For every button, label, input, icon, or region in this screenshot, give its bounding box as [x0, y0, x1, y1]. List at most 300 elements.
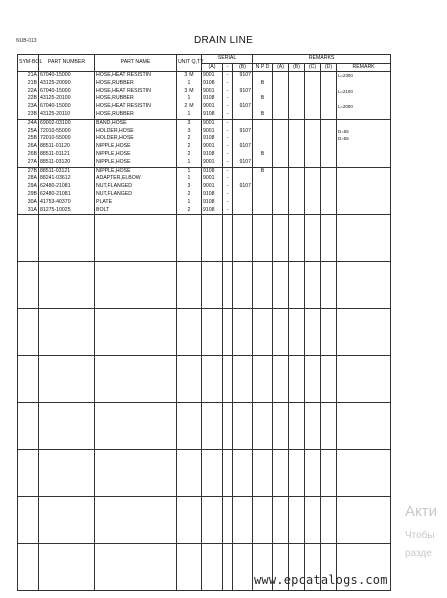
empty-cell — [18, 262, 39, 309]
remark-c-cell — [305, 151, 321, 159]
serial-dash-cell: - — [223, 103, 233, 111]
remark-cell — [337, 95, 391, 103]
serial-b-cell: 9107 — [233, 103, 253, 111]
remark-c-cell — [305, 72, 321, 80]
remark-a-cell — [273, 72, 289, 80]
empty-cell — [223, 215, 233, 262]
empty-cell — [321, 497, 337, 544]
blank-row-section — [18, 262, 391, 309]
empty-cell — [253, 309, 273, 356]
remark-a-cell — [273, 143, 289, 151]
part-name-cell: NIPPLE,HOSE — [95, 167, 177, 175]
unit-label: M — [189, 103, 194, 110]
remark-cell — [337, 119, 391, 127]
empty-cell — [233, 450, 253, 497]
empty-cell — [273, 403, 289, 450]
empty-cell — [289, 356, 305, 403]
empty-cell — [177, 215, 202, 262]
remark-a-cell — [273, 175, 289, 183]
npd-flag-cell — [253, 72, 273, 80]
empty-cell — [95, 215, 177, 262]
empty-cell — [253, 262, 273, 309]
parts-table-body — [18, 72, 391, 591]
part-number-cell: 43125-20110 — [39, 111, 95, 119]
remark-a-cell — [273, 88, 289, 96]
empty-cell — [273, 215, 289, 262]
empty-cell — [177, 450, 202, 497]
remark-b-cell — [289, 103, 305, 111]
document-code: NUB-013 — [16, 38, 37, 44]
empty-cell — [273, 262, 289, 309]
header-serial-dash: - — [223, 63, 233, 72]
remark-cell: L=2300 — [337, 72, 391, 80]
remark-cell — [337, 80, 391, 88]
empty-cell — [253, 403, 273, 450]
remark-b-cell — [289, 119, 305, 127]
symbol-cell: 26B — [18, 151, 39, 159]
remark-b-cell — [289, 207, 305, 215]
part-number-cell: 72010-55000 — [39, 135, 95, 143]
remark-b-cell — [289, 95, 305, 103]
empty-cell — [233, 215, 253, 262]
empty-cell — [337, 497, 391, 544]
remark-c-cell — [305, 111, 321, 119]
empty-cell — [337, 450, 391, 497]
serial-b-cell — [233, 175, 253, 183]
table-row — [18, 135, 391, 143]
quantity-cell: 3 M — [177, 72, 202, 80]
header-unit-qty: UNIT Q,TY — [177, 55, 202, 72]
empty-cell — [253, 497, 273, 544]
part-number-cell: 88511-01120 — [39, 143, 95, 151]
remark-d-cell — [321, 167, 337, 175]
empty-cell — [177, 262, 202, 309]
symbol-cell: 22B — [18, 95, 39, 103]
empty-cell — [289, 497, 305, 544]
symbol-cell: 26A — [18, 143, 39, 151]
empty-cell — [39, 450, 95, 497]
empty-cell — [39, 497, 95, 544]
remark-a-cell — [273, 183, 289, 191]
remark-d-cell — [321, 151, 337, 159]
remark-b-cell — [289, 159, 305, 167]
part-name-cell: HOSE,HEAT RESISTIN — [95, 103, 177, 111]
part-name-cell: NUT,FLANGED — [95, 191, 177, 199]
header-symbol: SYM-BOL — [18, 55, 39, 72]
remark-c-cell — [305, 80, 321, 88]
serial-a-cell: 9001 — [202, 175, 223, 183]
npd-flag-cell — [253, 119, 273, 127]
serial-a-cell: 9001 — [202, 159, 223, 167]
serial-dash-cell: - — [223, 151, 233, 159]
remark-c-cell — [305, 167, 321, 175]
empty-cell — [233, 497, 253, 544]
remark-b-cell — [289, 199, 305, 207]
quantity-cell: 2 — [177, 151, 202, 159]
part-number-cell: 43125-20100 — [39, 95, 95, 103]
remark-cell — [337, 111, 391, 119]
remark-d-cell — [321, 159, 337, 167]
empty-cell — [337, 309, 391, 356]
empty-cell — [223, 450, 233, 497]
empty-cell — [95, 497, 177, 544]
serial-a-cell: 9001 — [202, 72, 223, 80]
serial-dash-cell: - — [223, 159, 233, 167]
npd-flag-cell: B — [253, 111, 273, 119]
serial-dash-cell: - — [223, 95, 233, 103]
symbol-cell: 25B — [18, 135, 39, 143]
blank-row-section — [18, 497, 391, 544]
remark-b-cell — [289, 88, 305, 96]
remark-cell: L=2000 — [337, 103, 391, 111]
remark-b-cell — [289, 72, 305, 80]
part-name-cell: HOSE,RUBBER — [95, 80, 177, 88]
table-row — [18, 183, 391, 191]
table-row — [18, 103, 391, 111]
parts-table — [17, 54, 391, 591]
empty-cell — [321, 403, 337, 450]
serial-b-cell: 9107 — [233, 159, 253, 167]
header-serial-b: (B) — [233, 63, 253, 72]
empty-cell — [273, 497, 289, 544]
serial-a-cell: 9108 — [202, 151, 223, 159]
remark-b-cell — [289, 128, 305, 136]
serial-a-cell: 9108 — [202, 207, 223, 215]
empty-cell — [337, 215, 391, 262]
remark-cell: L=2100 — [337, 88, 391, 96]
empty-cell — [39, 544, 95, 591]
remark-a-cell — [273, 119, 289, 127]
empty-cell — [39, 215, 95, 262]
part-name-cell: BAND,HOSE — [95, 119, 177, 127]
serial-dash-cell: - — [223, 88, 233, 96]
empty-cell — [177, 356, 202, 403]
npd-flag-cell: B — [253, 167, 273, 175]
serial-a-cell: 9108 — [202, 95, 223, 103]
serial-b-cell — [233, 151, 253, 159]
remark-cell — [337, 151, 391, 159]
empty-cell — [95, 309, 177, 356]
remark-a-cell — [273, 191, 289, 199]
part-name-cell: HOSE,HEAT RESISTIN — [95, 88, 177, 96]
remark-a-cell — [273, 111, 289, 119]
empty-cell — [337, 403, 391, 450]
serial-dash-cell: - — [223, 128, 233, 136]
header-col-a: (A) — [273, 63, 289, 72]
empty-cell — [95, 262, 177, 309]
serial-b-cell: 9107 — [233, 183, 253, 191]
quantity-cell: 1 — [177, 95, 202, 103]
remark-d-cell — [321, 88, 337, 96]
symbol-cell: 23A — [18, 103, 39, 111]
empty-cell — [95, 356, 177, 403]
npd-flag-cell — [253, 191, 273, 199]
table-row — [18, 175, 391, 183]
remark-d-cell — [321, 135, 337, 143]
empty-cell — [233, 356, 253, 403]
serial-dash-cell: - — [223, 135, 233, 143]
npd-flag-cell — [253, 103, 273, 111]
remark-a-cell — [273, 199, 289, 207]
table-row — [18, 191, 391, 199]
quantity-cell: 1 — [177, 80, 202, 88]
header-col-c: (C) — [305, 63, 321, 72]
remark-a-cell — [273, 103, 289, 111]
quantity-cell: 2 — [177, 135, 202, 143]
remark-a-cell — [273, 128, 289, 136]
part-name-cell: ADAPTER,ELBOW — [95, 175, 177, 183]
quantity-cell: 2 — [177, 143, 202, 151]
empty-cell — [39, 262, 95, 309]
quantity-cell: 2 — [177, 207, 202, 215]
empty-cell — [321, 215, 337, 262]
part-name-cell: HOSE,HEAT RESISTIN — [95, 72, 177, 80]
npd-flag-cell — [253, 128, 273, 136]
symbol-cell: 25A — [18, 128, 39, 136]
empty-cell — [39, 403, 95, 450]
serial-b-cell: 9107 — [233, 143, 253, 151]
quantity-cell: 1 — [177, 199, 202, 207]
symbol-cell: 29A — [18, 183, 39, 191]
table-row — [18, 167, 391, 175]
part-number-cell: 67040-15000 — [39, 88, 95, 96]
part-number-cell: 67040-15000 — [39, 72, 95, 80]
table-row — [18, 128, 391, 136]
remark-cell: D=55 — [337, 135, 391, 143]
remark-cell — [337, 175, 391, 183]
remark-d-cell — [321, 183, 337, 191]
serial-a-cell: 9001 — [202, 103, 223, 111]
empty-cell — [202, 497, 223, 544]
table-row — [18, 199, 391, 207]
remark-c-cell — [305, 88, 321, 96]
header-part-number: PART NUMBER — [39, 55, 95, 72]
blank-row-section — [18, 309, 391, 356]
serial-a-cell: 9108 — [202, 80, 223, 88]
empty-cell — [305, 262, 321, 309]
empty-cell — [18, 450, 39, 497]
remark-c-cell — [305, 135, 321, 143]
header-col-d: (D) — [321, 63, 337, 72]
empty-cell — [202, 544, 223, 591]
empty-cell — [253, 356, 273, 403]
serial-dash-cell: - — [223, 183, 233, 191]
serial-b-cell: 9107 — [233, 88, 253, 96]
remark-c-cell — [305, 199, 321, 207]
remark-d-cell — [321, 80, 337, 88]
blank-row-section — [18, 403, 391, 450]
serial-a-cell: 9001 — [202, 128, 223, 136]
activation-watermark-title: Акти — [405, 503, 437, 520]
serial-dash-cell: - — [223, 207, 233, 215]
remark-b-cell — [289, 143, 305, 151]
serial-b-cell — [233, 119, 253, 127]
empty-cell — [202, 309, 223, 356]
table-row — [18, 207, 391, 215]
remark-d-cell — [321, 207, 337, 215]
part-name-cell: HOLDER,HOSE — [95, 135, 177, 143]
remark-b-cell — [289, 191, 305, 199]
remark-b-cell — [289, 175, 305, 183]
table-row — [18, 111, 391, 119]
serial-b-cell — [233, 167, 253, 175]
serial-a-cell: 9001 — [202, 183, 223, 191]
serial-a-cell: 9108 — [202, 199, 223, 207]
remark-d-cell — [321, 95, 337, 103]
empty-cell — [202, 403, 223, 450]
symbol-cell: 27A — [18, 159, 39, 167]
symbol-cell: 27B — [18, 167, 39, 175]
empty-cell — [202, 356, 223, 403]
serial-b-cell — [233, 111, 253, 119]
remark-b-cell — [289, 80, 305, 88]
part-number-cell: 88511-03121 — [39, 167, 95, 175]
part-name-cell: HOSE,RUBBER — [95, 95, 177, 103]
part-number-cell: 62480-21081 — [39, 191, 95, 199]
remark-c-cell — [305, 119, 321, 127]
part-number-cell: 69002-03100 — [39, 119, 95, 127]
activation-watermark-line: разде — [405, 548, 432, 559]
empty-cell — [337, 262, 391, 309]
empty-cell — [233, 544, 253, 591]
serial-b-cell — [233, 199, 253, 207]
symbol-cell: 31A — [18, 207, 39, 215]
part-name-cell: BOLT — [95, 207, 177, 215]
serial-a-cell: 9108 — [202, 167, 223, 175]
remark-d-cell — [321, 111, 337, 119]
empty-cell — [18, 215, 39, 262]
remark-b-cell — [289, 111, 305, 119]
symbol-cell: 23B — [18, 111, 39, 119]
empty-cell — [18, 403, 39, 450]
remark-b-cell — [289, 183, 305, 191]
symbol-cell: 29B — [18, 191, 39, 199]
empty-cell — [321, 309, 337, 356]
empty-cell — [223, 309, 233, 356]
npd-flag-cell — [253, 207, 273, 215]
empty-cell — [202, 215, 223, 262]
symbol-cell: 21A — [18, 72, 39, 80]
page-title: DRAIN LINE — [193, 35, 254, 46]
remark-c-cell — [305, 95, 321, 103]
unit-label: M — [189, 87, 194, 94]
serial-b-cell — [233, 207, 253, 215]
empty-cell — [95, 450, 177, 497]
npd-flag-cell — [253, 135, 273, 143]
remark-c-cell — [305, 143, 321, 151]
part-number-cell: 88241-03612 — [39, 175, 95, 183]
empty-cell — [202, 450, 223, 497]
npd-flag-cell: B — [253, 151, 273, 159]
remark-d-cell — [321, 175, 337, 183]
empty-cell — [305, 403, 321, 450]
remark-a-cell — [273, 151, 289, 159]
npd-flag-cell — [253, 143, 273, 151]
empty-cell — [177, 544, 202, 591]
serial-b-cell — [233, 80, 253, 88]
activation-watermark-line: Чтобы — [405, 530, 435, 541]
empty-cell — [233, 403, 253, 450]
serial-a-cell: 9108 — [202, 111, 223, 119]
serial-dash-cell: - — [223, 167, 233, 175]
site-url: www.epcatalogs.com — [254, 573, 388, 587]
serial-a-cell: 9001 — [202, 88, 223, 96]
serial-dash-cell: - — [223, 80, 233, 88]
serial-b-cell: 9107 — [233, 72, 253, 80]
part-name-cell: PLATE — [95, 199, 177, 207]
quantity-cell: 1 — [177, 167, 202, 175]
quantity-cell: 2 — [177, 191, 202, 199]
npd-flag-cell: B — [253, 95, 273, 103]
serial-b-cell — [233, 95, 253, 103]
remark-d-cell — [321, 119, 337, 127]
remark-b-cell — [289, 135, 305, 143]
part-name-cell: HOLDER,HOSE — [95, 128, 177, 136]
empty-cell — [223, 262, 233, 309]
empty-cell — [223, 403, 233, 450]
symbol-cell: 30A — [18, 199, 39, 207]
empty-cell — [289, 262, 305, 309]
header-serial: SERIAL — [202, 55, 253, 64]
empty-cell — [233, 262, 253, 309]
remark-c-cell — [305, 191, 321, 199]
empty-cell — [321, 262, 337, 309]
header-npd: N P D — [253, 63, 273, 72]
empty-cell — [95, 403, 177, 450]
part-name-cell: NIPPLE,HOSE — [95, 159, 177, 167]
table-row — [18, 80, 391, 88]
part-name-cell: NIPPLE,HOSE — [95, 151, 177, 159]
remark-c-cell — [305, 183, 321, 191]
remark-c-cell — [305, 103, 321, 111]
empty-cell — [305, 450, 321, 497]
table-row — [18, 159, 391, 167]
empty-cell — [305, 356, 321, 403]
part-number-cell: 67040-15000 — [39, 103, 95, 111]
remark-a-cell — [273, 80, 289, 88]
unit-label: M — [189, 72, 194, 78]
serial-b-cell — [233, 191, 253, 199]
remark-b-cell — [289, 151, 305, 159]
serial-a-cell: 9001 — [202, 119, 223, 127]
empty-cell — [273, 309, 289, 356]
remark-cell — [337, 207, 391, 215]
empty-cell — [289, 450, 305, 497]
empty-cell — [18, 309, 39, 356]
empty-cell — [223, 544, 233, 591]
quantity-cell: 2 M — [177, 103, 202, 111]
empty-cell — [202, 262, 223, 309]
remark-d-cell — [321, 103, 337, 111]
empty-cell — [39, 356, 95, 403]
empty-cell — [223, 356, 233, 403]
empty-cell — [321, 356, 337, 403]
remark-c-cell — [305, 175, 321, 183]
empty-cell — [253, 215, 273, 262]
empty-cell — [18, 356, 39, 403]
empty-cell — [321, 450, 337, 497]
serial-dash-cell: - — [223, 72, 233, 80]
remark-d-cell — [321, 72, 337, 80]
empty-cell — [95, 544, 177, 591]
table-row — [18, 72, 391, 80]
remark-cell — [337, 183, 391, 191]
empty-cell — [289, 309, 305, 356]
empty-cell — [223, 497, 233, 544]
quantity-cell: 3 — [177, 128, 202, 136]
part-number-cell: 43125-20090 — [39, 80, 95, 88]
part-name-cell: NIPPLE,HOSE — [95, 143, 177, 151]
